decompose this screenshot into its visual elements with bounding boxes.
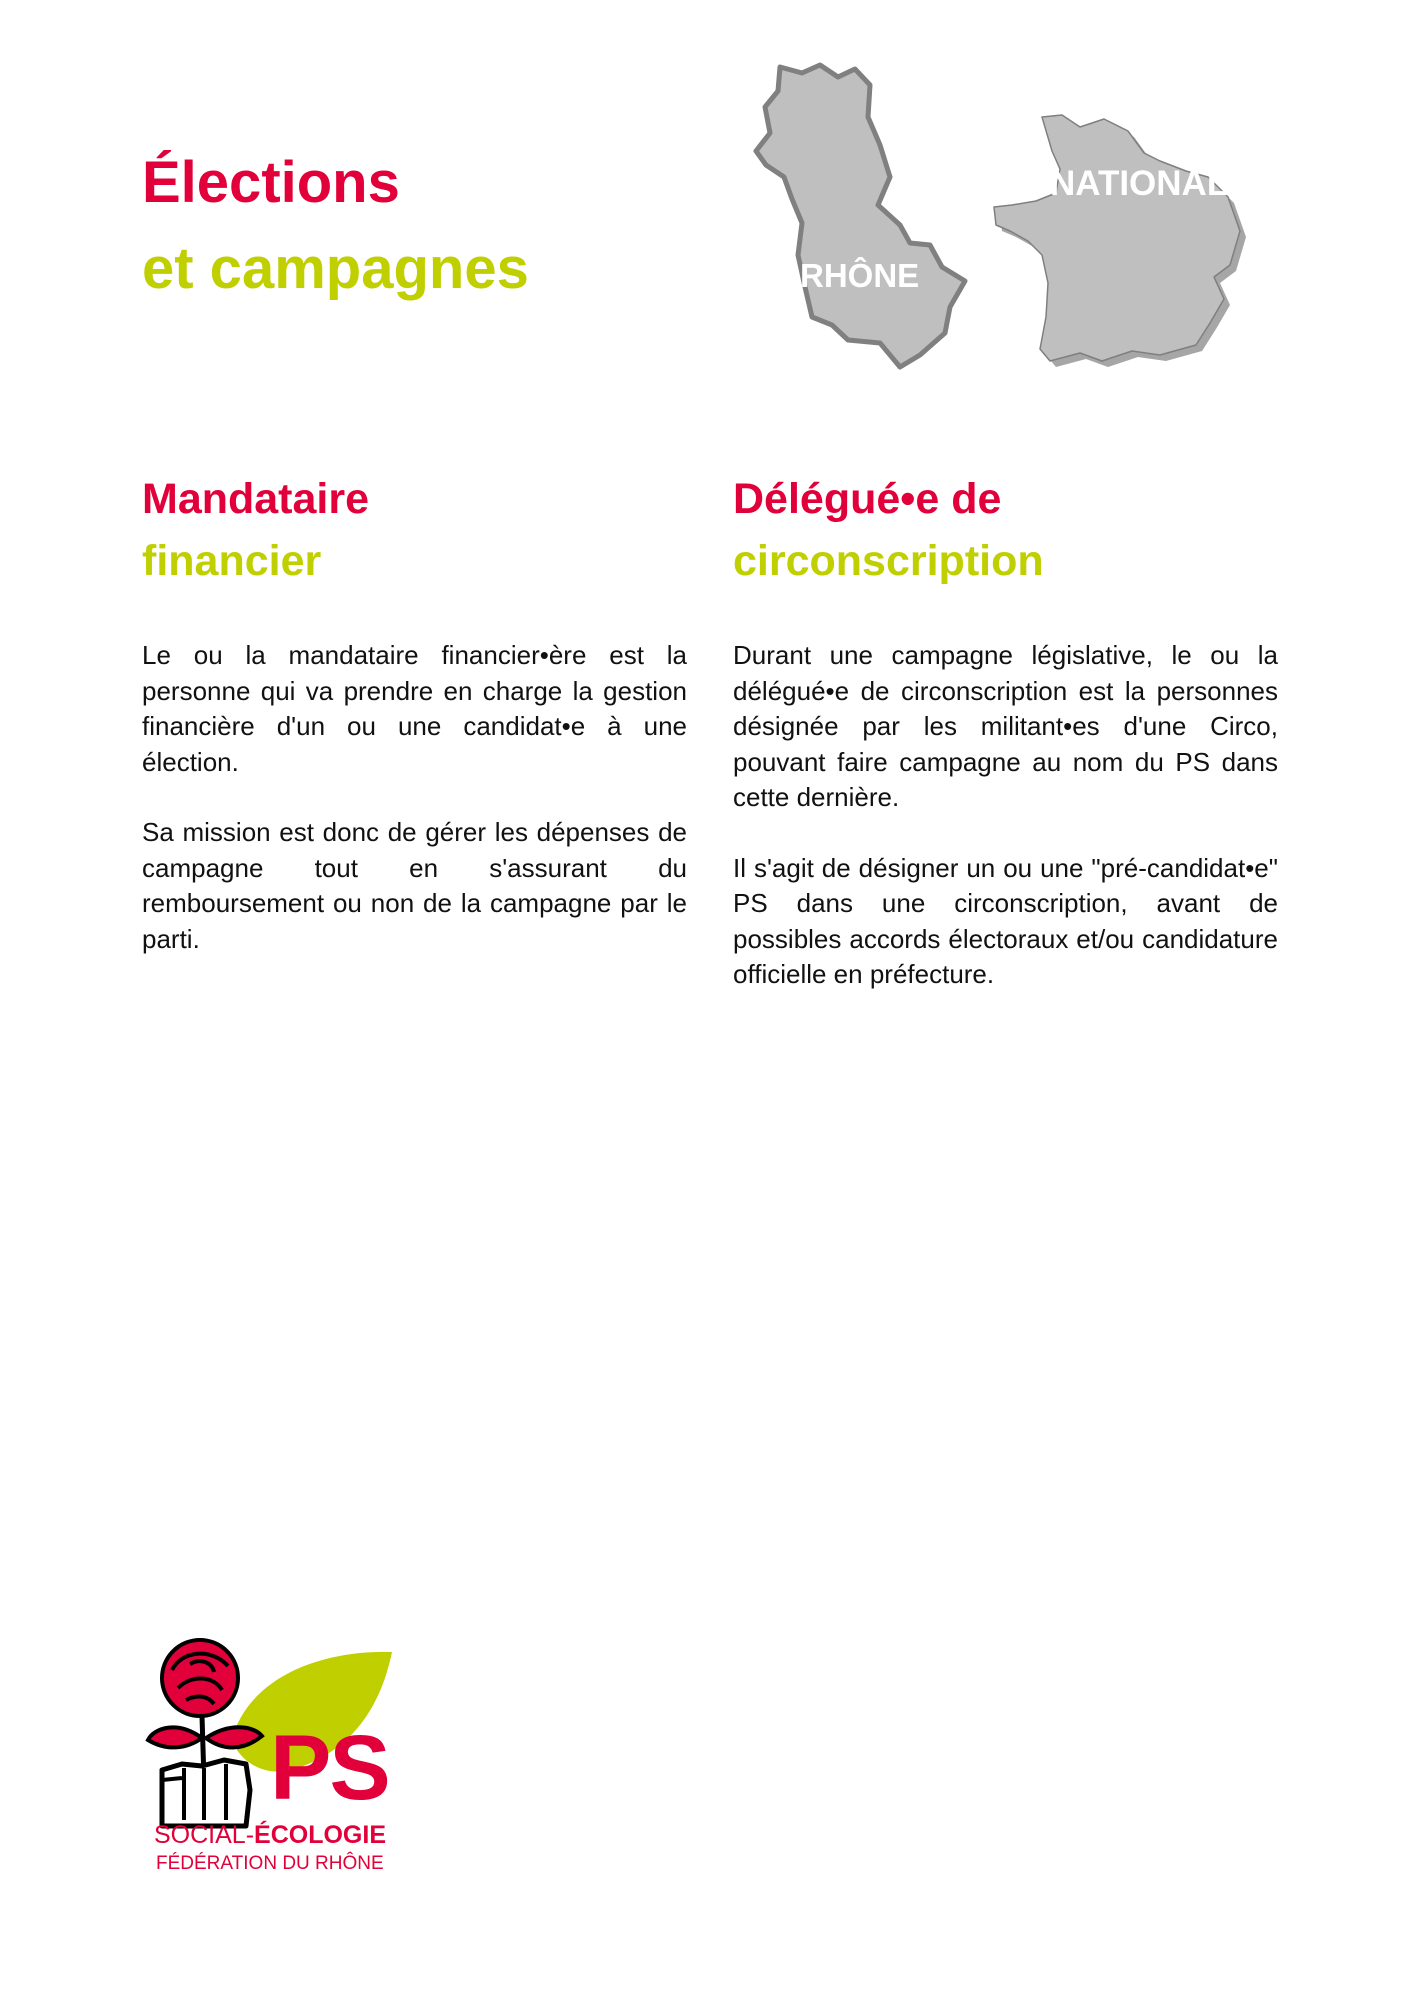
ps-wordmark: PS — [270, 1717, 389, 1819]
title-line-2: et campagnes — [142, 236, 529, 301]
france-map-icon — [994, 115, 1240, 361]
rhone-label: RHÔNE — [800, 257, 920, 294]
section-heading — [733, 468, 1278, 592]
heading-line-2: financier — [142, 537, 322, 585]
maps-svg — [740, 55, 1300, 385]
maps-illustration — [740, 55, 1300, 385]
section-delegue-circonscription — [733, 468, 1278, 1028]
heading-line-1: Mandataire — [142, 475, 370, 523]
paragraph: Le ou la mandataire financier•ère est la personne qui va prendre en charge la gestion financière d'un ou une candidat•e à une élection. — [142, 640, 687, 777]
heading-line-2: circonscription — [733, 537, 1044, 585]
section-heading — [142, 468, 687, 592]
section-body — [142, 638, 687, 957]
page-title — [142, 140, 529, 312]
social-ecologie-text: SOCIAL-ÉCOLOGIE — [154, 1821, 386, 1849]
national-label: NATIONAL — [1050, 164, 1229, 203]
paragraph: Durant une campagne législative, le ou la délégué•e de circonscription est la personnes désignée par les militant•es d'une Circo, pouvant faire campagne au nom du PS dans cette dernière. — [733, 640, 1278, 812]
section-body — [733, 638, 1278, 993]
section-mandataire-financier — [142, 468, 687, 992]
federation-text: FÉDÉRATION DU RHÔNE — [156, 1853, 384, 1874]
heading-line-1: Délégué•e de — [733, 475, 1002, 523]
paragraph: Il s'agit de désigner un ou une "pré-candidat•e" PS dans une circonscription, avant de possibles accords électoraux et/ou candidature officielle en préfecture. — [733, 852, 1278, 989]
title-line-1: Élections — [142, 150, 400, 215]
ps-logo — [142, 1630, 412, 1874]
paragraph: Sa mission est donc de gérer les dépenses de campagne tout en s'assurant du remboursement ou non de la campagne par le parti. — [142, 817, 687, 954]
rhone-map-icon — [756, 65, 965, 367]
